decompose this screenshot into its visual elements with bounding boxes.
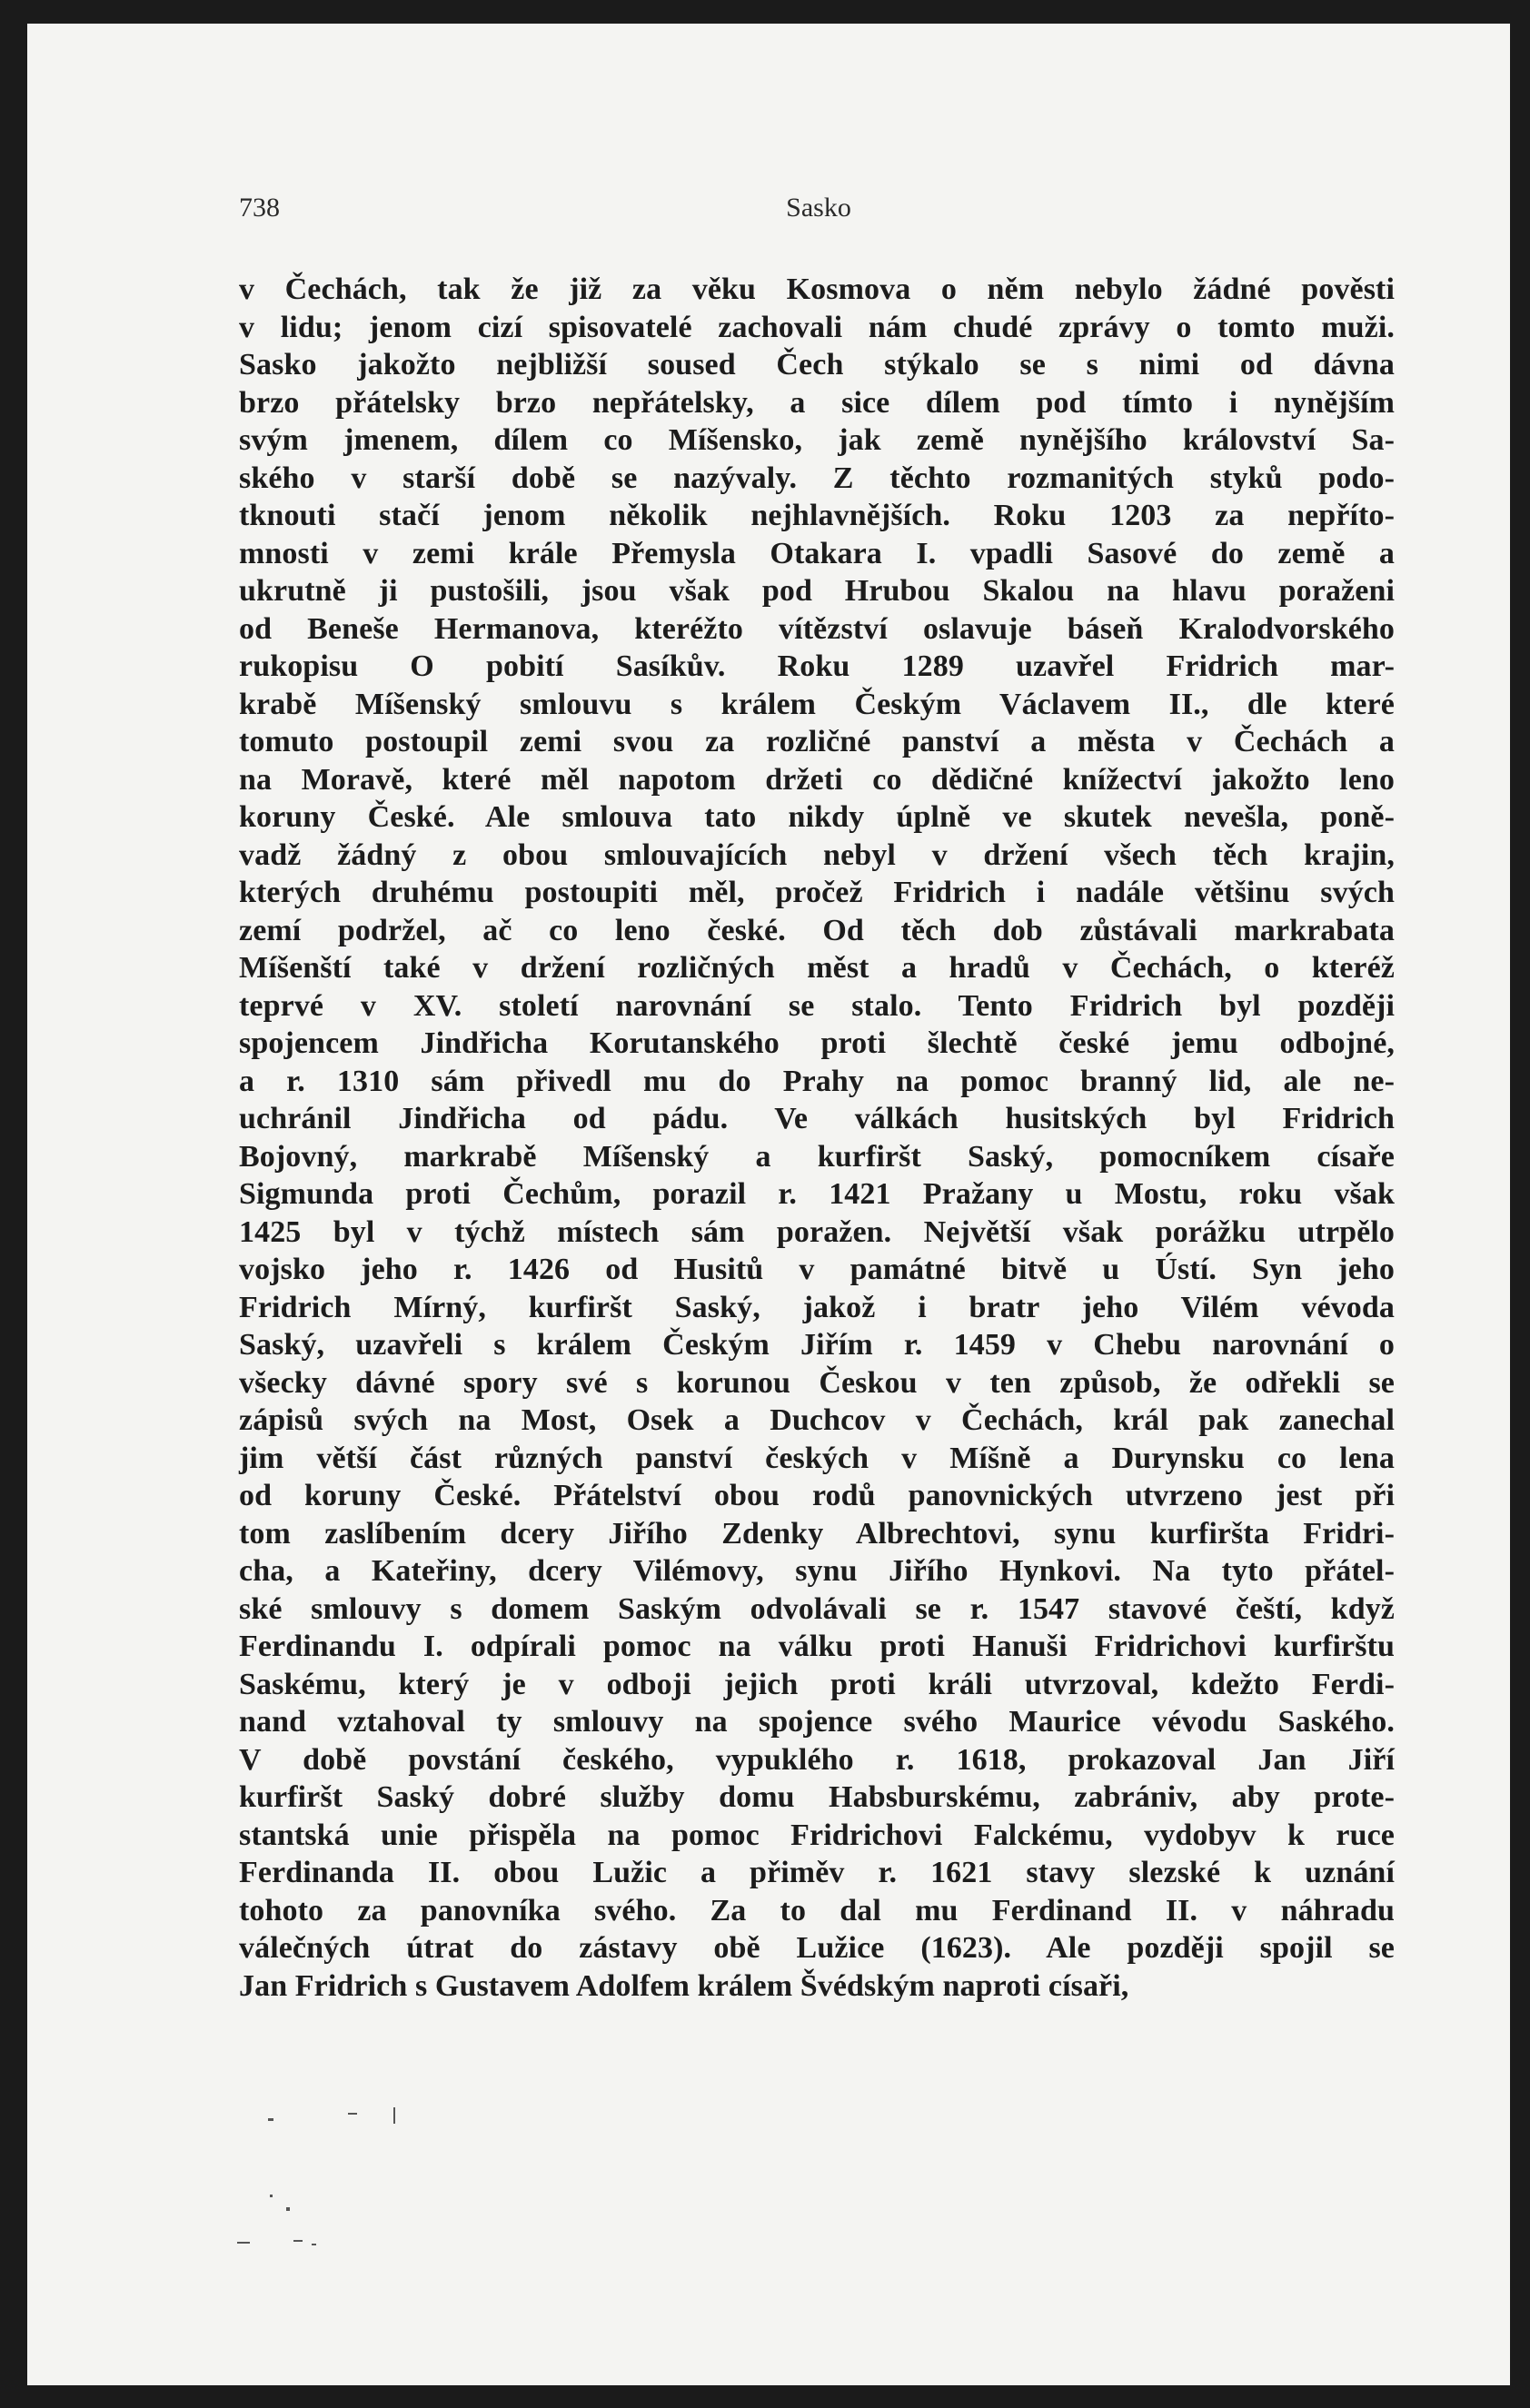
text-line: Ferdinandu I. odpírali pomoc na válku proti Hanuši Fridrichovi kurfirštu [239, 1630, 1395, 1663]
text-line: tom zaslíbením dcery Jiřího Zdenky Albrechtovi, synu kurfiršta Fridri- [239, 1516, 1395, 1551]
text-line: tomuto postoupil zemi svou za rozličné panství a města v Čechách a [239, 725, 1395, 758]
text-line: všecky dávné spory své s korunou Českou v ten způsob, že odřekli se [239, 1365, 1395, 1400]
text-line: Saskému, který je v odboji jejich proti králi utvrzoval, kdežto Ferdi- [239, 1667, 1395, 1701]
text-line: Sigmunda proti Čechům, porazil r. 1421 Pražany u Mostu, roku však [239, 1177, 1395, 1211]
text-line: Sasko jakožto nejbližší soused Čech stýkalo se s nimi od dávna [239, 348, 1395, 382]
text-line: spojencem Jindřicha Korutanského proti šlechtě české jemu odbojné, [239, 1026, 1395, 1060]
text-line: teprvé v XV. století narovnání se stalo. Tento Fridrich byl později [239, 988, 1395, 1023]
text-line: válečných útrat do zástavy obě Lužice (1623). Ale později spojil se [239, 1931, 1395, 1965]
text-line: Jan Fridrich s Gustavem Adolfem králem Švédským naproti císaři, [239, 1968, 1129, 2003]
text-line: mnosti v zemi krále Přemysla Otakara I. vpadli Sasové do země a [239, 536, 1395, 570]
text-line: Míšenští také v držení rozličných měst a hradů v Čechách, o kteréž [239, 951, 1395, 985]
text-line: Bojovný, markrabě Míšenský a kurfiršt Saský, pomocníkem císaře [239, 1139, 1395, 1174]
text-line: kterých druhému postoupiti měl, pročež Fridrich i nadále většinu svých [239, 876, 1395, 909]
text-line: tohoto za panovníka svého. Za to dal mu Ferdinand II. v náhradu [239, 1893, 1395, 1927]
text-line: koruny České. Ale smlouva tato nikdy úplně ve skutek nevešla, poně- [239, 800, 1395, 834]
text-line: vojsko jeho r. 1426 od Husitů v památné bitvě u Ústí. Syn jeho [239, 1253, 1395, 1286]
text-line: Saský, uzavřeli s králem Českým Jiřím r. 1459 v Chebu narovnání o [239, 1328, 1395, 1362]
text-line: ské smlouvy s domem Saským odvolávali se r. 1547 stavové čeští, když [239, 1591, 1395, 1626]
text-line: jim větší část různých panství českých v Míšně a Durynsku co lena [239, 1441, 1395, 1475]
text-line: v lidu; jenom cizí spisovatelé zachovali nám chudé zprávy o tomto muži. [239, 310, 1395, 344]
text-line: stantská unie přispěla na pomoc Fridrichovi Falckému, vydobyv k ruce [239, 1818, 1395, 1852]
text-line: nand vztahoval ty smlouvy na spojence svého Maurice vévodu Saského. [239, 1705, 1395, 1739]
text-line: uchránil Jindřicha od pádu. Ve válkách husitských byl Fridrich [239, 1102, 1395, 1135]
body-text [239, 271, 1395, 2005]
text-line: na Moravě, které měl napotom držeti co dědičné knížectví jakožto leno [239, 762, 1395, 797]
text-line: v Čechách, tak že již za věku Kosmova o něm nebylo žádné pověsti [239, 273, 1395, 306]
text-line: krabě Míšenský smlouvu s králem Českým Václavem II., dle které [239, 687, 1395, 721]
text-line: kurfiršt Saský dobré služby domu Habsburskému, zabrániv, aby prote- [239, 1780, 1395, 1814]
text-line: vadž žádný z obou smlouvajících nebyl v držení všech těch krajin, [239, 837, 1395, 872]
text-line: svým jmenem, dílem co Míšensko, jak země nynějšího království Sa- [239, 423, 1395, 457]
text-line: tknouti stačí jenom několik nejhlavnějších. Roku 1203 za nepříto- [239, 499, 1395, 532]
text-line: ského v starší době se nazývaly. Z těchto rozmanitých styků podo- [239, 461, 1395, 495]
page-specks [239, 2107, 512, 2253]
text-line: od Beneše Hermanova, kteréžto vítězství oslavuje báseň Kralodvorského [239, 611, 1395, 646]
text-line: a r. 1310 sám přivedl mu do Prahy na pomoc branný lid, ale ne- [239, 1064, 1395, 1098]
text-line: od koruny České. Přátelství obou rodů panovnických utvrzeno jest při [239, 1479, 1395, 1512]
text-line: zemí podržel, ač co leno české. Od těch dob zůstávali markrabata [239, 913, 1395, 947]
text-line: Fridrich Mírný, kurfiršt Saský, jakož i bratr jeho Vilém vévoda [239, 1290, 1395, 1324]
text-line: cha, a Kateřiny, dcery Vilémovy, synu Jiřího Hynkovi. Na tyto přátel- [239, 1554, 1395, 1588]
running-title: Sasko [786, 193, 851, 223]
text-line: brzo přátelsky brzo nepřátelsky, a sice dílem pod tímto i nynějším [239, 385, 1395, 420]
text-line: zápisů svých na Most, Osek a Duchcov v Čechách, král pak zanechal [239, 1403, 1395, 1437]
running-head [239, 193, 1398, 229]
page-number: 738 [239, 193, 280, 223]
text-line: 1425 byl v týchž místech sám poražen. Největší však porážku utrpělo [239, 1214, 1395, 1249]
text-line: ukrutně ji pustošili, jsou však pod Hrubou Skalou na hlavu poraženi [239, 574, 1395, 608]
text-line: Ferdinanda II. obou Lužic a přiměv r. 1621 stavy slezské k uznání [239, 1856, 1395, 1889]
text-line: rukopisu O pobití Sasíkův. Roku 1289 uzavřel Fridrich mar- [239, 649, 1395, 683]
text-line: V době povstání českého, vypuklého r. 1618, prokazoval Jan Jiří [239, 1742, 1395, 1777]
